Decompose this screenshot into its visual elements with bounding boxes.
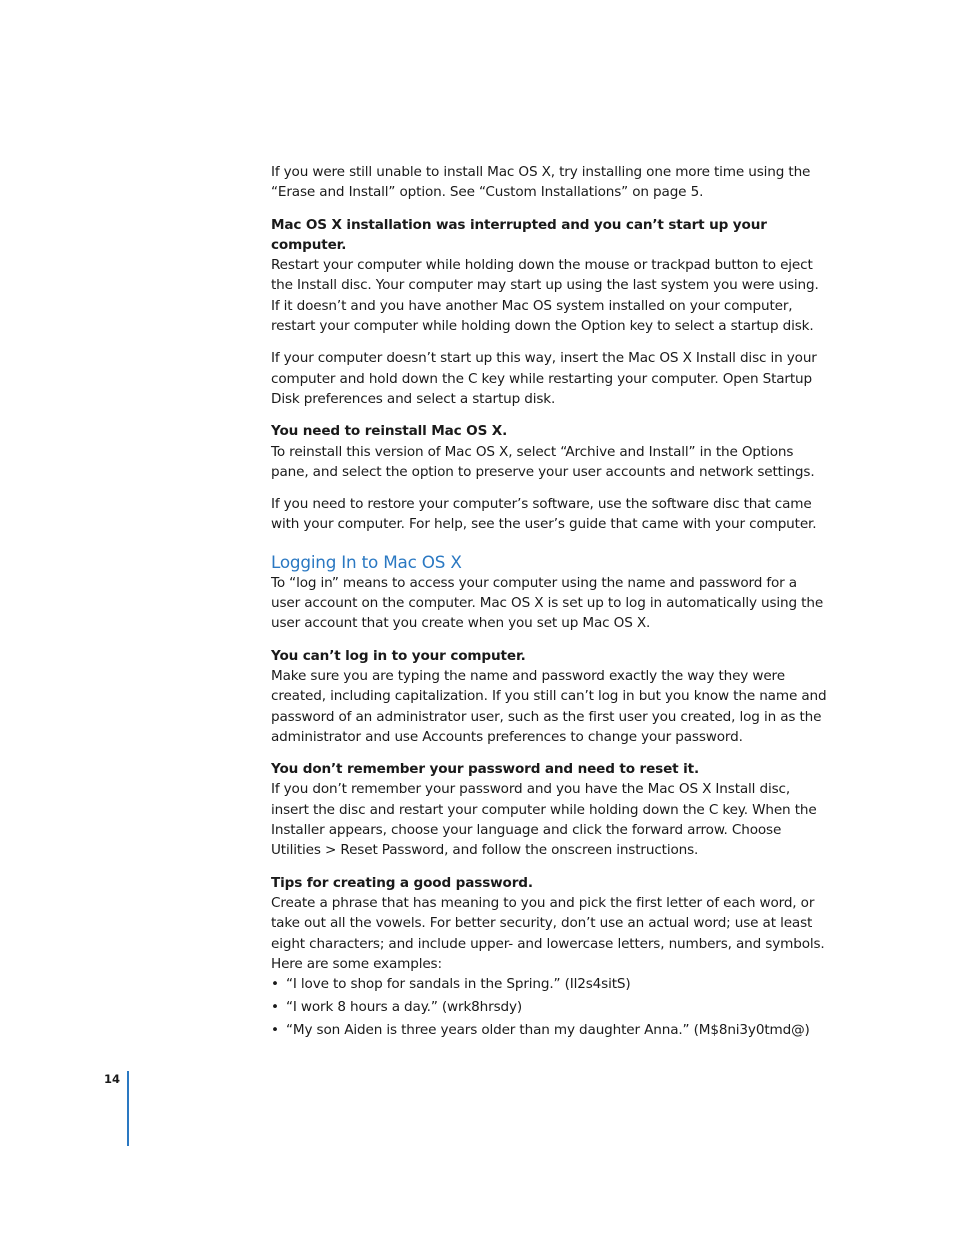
- bullet-glyph: •: [271, 1022, 279, 1039]
- body-password-tips: Create a phrase that has meaning to you and pick the first letter of each word, or take out all the vowels. For better security, don’t use an actual word; use at least eight characters; and include upper- and lowercase letters, numbers, and symbols. Here are some examples:: [271, 894, 825, 972]
- paragraph-reset-password: [271, 759, 827, 860]
- password-examples-list: [271, 974, 827, 1040]
- body-reset-password: If you don’t remember your password and you have the Mac OS X Install disc, insert the disc and restart your computer while holding down the C key. When the Installer appears, choose your language and click the forward arrow. Choose Utilities > Reset Password, and follow the onscreen instructions.: [271, 781, 817, 859]
- bullet-glyph: •: [271, 999, 279, 1016]
- subheading-interrupted: Mac OS X installation was interrupted and you can’t start up your computer.: [271, 216, 767, 253]
- subheading-password-tips: Tips for creating a good password.: [271, 874, 533, 891]
- body-interrupted: Restart your computer while holding down the mouse or trackpad button to eject the Install disc. Your computer may start up using the last system you were using. If it doesn’t and you have another Mac OS system installed on your computer, restart your computer while holding down the Option key to select a startup disk.: [271, 257, 819, 335]
- paragraph-startup-disk: If your computer doesn’t start up this way, insert the Mac OS X Install disc in your computer and hold down the C key while restarting your computer. Open Startup Disk preferences and select a startup disk.: [271, 350, 817, 407]
- paragraph-interrupted: [271, 215, 827, 337]
- paragraph-reinstall: [271, 421, 827, 482]
- paragraph-cant-login: [271, 646, 827, 747]
- example-text: “I love to shop for sandals in the Spring.” (Il2s4sitS): [286, 976, 631, 993]
- example-text: “I work 8 hours a day.” (wrk8hrsdy): [286, 999, 523, 1016]
- page-content: [271, 162, 827, 1043]
- subheading-reset-password: You don’t remember your password and need to reset it.: [271, 761, 699, 778]
- body-reinstall: To reinstall this version of Mac OS X, select “Archive and Install” in the Options pane, and select the option to preserve your user accounts and network settings.: [271, 443, 815, 480]
- page-margin-rule: [127, 1071, 129, 1146]
- paragraph-retry-install: If you were still unable to install Mac OS X, try installing one more time using the “Erase and Install” option. See “Custom Installations” on page 5.: [271, 164, 811, 201]
- section-title: Logging In to Mac OS X: [271, 551, 462, 572]
- body-cant-login: Make sure you are typing the name and password exactly the way they were created, including capitalization. If you still can’t log in but you know the name and password of an administrator user, such as the first user you created, log in as the administrator and use Accounts preferences to change your password.: [271, 667, 827, 745]
- example-text: “My son Aiden is three years older than my daughter Anna.” (M$8ni3y0tmd@): [286, 1022, 810, 1039]
- paragraph-restore-software: If you need to restore your computer’s software, use the software disc that came with your computer. For help, see the user’s guide that came with your computer.: [271, 496, 817, 533]
- paragraph-login-intro: To “log in” means to access your computer using the name and password for a user account on the computer. Mac OS X is set up to log in automatically using the user account that you create when you set up Mac OS X.: [271, 574, 824, 632]
- bullet-glyph: •: [271, 976, 279, 993]
- list-item: [271, 997, 827, 1017]
- paragraph-password-tips: [271, 873, 827, 974]
- subheading-reinstall: You need to reinstall Mac OS X.: [271, 423, 508, 440]
- list-item: [271, 974, 827, 994]
- page-number: 14: [103, 1072, 120, 1086]
- subheading-cant-login: You can’t log in to your computer.: [271, 647, 526, 664]
- list-item: [271, 1020, 827, 1040]
